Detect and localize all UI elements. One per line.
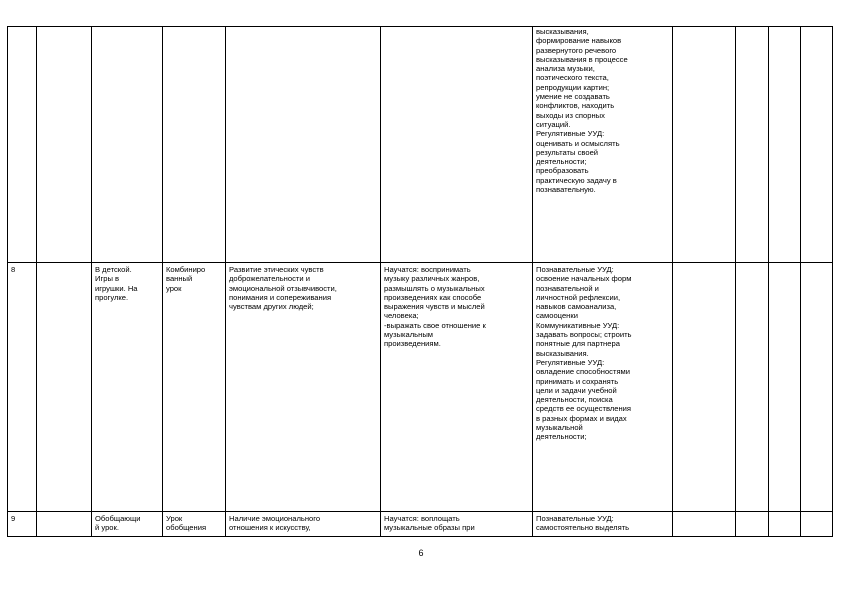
- cell-date: [37, 27, 92, 263]
- cell-subject-results: Научатся: воплощать музыкальные образы при: [381, 512, 533, 537]
- cell-lesson-type: Урок обобщения: [163, 512, 226, 537]
- table-row: [8, 512, 833, 537]
- cell-personal-results: Развитие этических чувств доброжелательности и эмоциональной отзывчивости, понимания и сопереживания чувствам других людей;: [226, 263, 381, 512]
- cell-extra-1: [673, 27, 736, 263]
- cell-extra-4: [801, 512, 833, 537]
- cell-topic: [92, 27, 163, 263]
- cell-uud: высказывания, формирование навыков развернутого речевого высказывания в процессе анализа музыки, поэтического текста, репродукции картин; умение не создавать конфликтов, находить выходы из спорных ситуаций. Регулятивные УУД: оценивать и осмыслять результаты своей деятельности; преобразовать практическую задачу в познавательную.: [533, 27, 673, 263]
- lesson-plan-table: [7, 26, 833, 537]
- table-row: [8, 263, 833, 512]
- cell-extra-1: [673, 263, 736, 512]
- cell-extra-2: [736, 512, 769, 537]
- cell-subject-results: Научатся: воспринимать музыку различных жанров, размышлять о музыкальных произведениях как способе выражения чувств и мыслей человека; -выражать свое отношение к музыкальным произведениям.: [381, 263, 533, 512]
- cell-lesson-type: Комбинирo ванный урок: [163, 263, 226, 512]
- cell-extra-1: [673, 512, 736, 537]
- cell-subject-results: [381, 27, 533, 263]
- cell-number: 9: [8, 512, 37, 537]
- cell-lesson-type: [163, 27, 226, 263]
- cell-uud: Познавательные УУД: освоение начальных форм познавательной и личностной рефлексии, навыков самоанализа, самооценки Коммуникативные УУД: задавать вопросы; строить понятные для партнера высказывания. Регулятивные УУД: овладение способностями принимать и сохранять цели и задачи учебной деятельности, поиска средств ее осуществления в разных формах и видах музыкальной деятельности;: [533, 263, 673, 512]
- cell-date: [37, 512, 92, 537]
- cell-extra-2: [736, 27, 769, 263]
- cell-number: 8: [8, 263, 37, 512]
- cell-date: [37, 263, 92, 512]
- cell-topic: В детской. Игры в игрушки. На прогулке.: [92, 263, 163, 512]
- cell-extra-2: [736, 263, 769, 512]
- page-number: 6: [418, 548, 424, 558]
- cell-topic: Обобщающи й урок.: [92, 512, 163, 537]
- cell-extra-3: [769, 27, 801, 263]
- table-row: [8, 27, 833, 263]
- cell-personal-results: Наличие эмоционального отношения к искусству,: [226, 512, 381, 537]
- cell-number: [8, 27, 37, 263]
- cell-extra-3: [769, 512, 801, 537]
- cell-extra-4: [801, 263, 833, 512]
- cell-uud: Познавательные УУД: самостоятельно выделять: [533, 512, 673, 537]
- cell-personal-results: [226, 27, 381, 263]
- cell-extra-4: [801, 27, 833, 263]
- cell-extra-3: [769, 263, 801, 512]
